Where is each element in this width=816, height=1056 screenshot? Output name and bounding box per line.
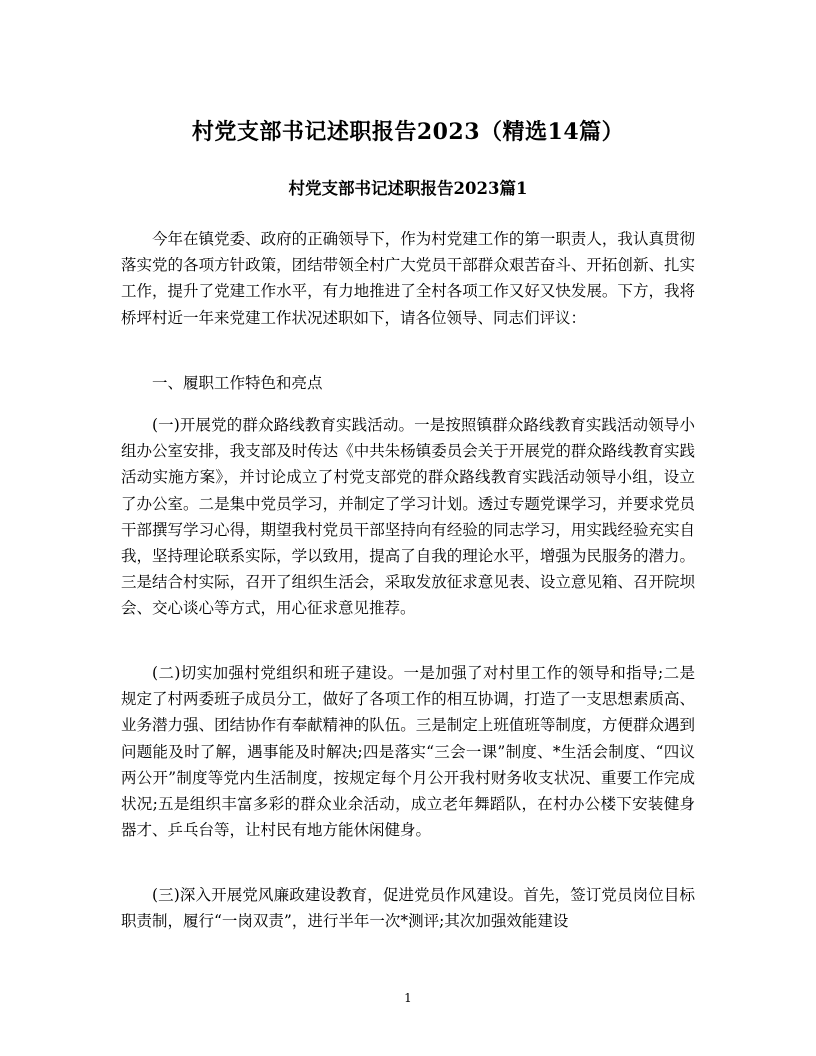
- section-title: 村党支部书记述职报告2023篇1: [288, 179, 528, 198]
- paragraph-intro: 今年在镇党委、政府的正确领导下，作为村党建工作的第一职责人，我认真贯彻落实党的各项方针政策，团结带领全村广大党员干部群众艰苦奋斗、开拓创新、扎实工作，提升了党建工作水平，有力地推进了全村各项工作又好又快发展。下方，我将桥坪村近一年来党建工作状况述职如下，请各位领导、同志们评议：: [121, 230, 695, 327]
- document-title: 村党支部书记述职报告2023（精选14篇）: [191, 119, 625, 145]
- paragraph-heading-1: 一、履职工作特色和亮点: [152, 374, 323, 392]
- paragraph-item-1: (一)开展党的群众路线教育实践活动。一是按照镇群众路线教育实践活动领导小组办公室安排，我支部及时传达《中共朱杨镇委员会关于开展党的群众路线教育实践活动实施方案》，并讨论成立了村党支部党的群众路线教育实践活动领导小组，设立了办公室。二是集中党员学习，并制定了学习计划。透过专题党课学习，并要求党员干部撰写学习心得，期望我村党员干部坚持向有经验的同志学习，用实践经验充实自我，坚持理论联系实际，学以致用，提高了自我的理论水平，增强为民服务的潜力。三是结合村实际，召开了组织生活会，采取发放征求意见表、设立意见箱、召开院坝会、交心谈心等方式，用心征求意见推荐。: [121, 416, 695, 618]
- page-number: 1: [404, 991, 412, 1005]
- paragraph-item-2: (二)切实加强村党组织和班子建设。一是加强了对村里工作的领导和指导;二是规定了村两委班子成员分工，做好了各项工作的相互协调，打造了一支思想素质高、业务潜力强、团结协作有奉献精神的队伍。三是制定上班值班等制度，方便群众遇到问题能及时了解，遇事能及时解决;四是落实“三会一课”制度、*生活会制度、“四议两公开”制度等党内生活制度，按规定每个月公开我村财务收支状况、重要工作完成状况;五是组织丰富多彩的群众业余活动，成立老年舞蹈队，在村办公楼下安装健身器才、乒乓台等，让村民有地方能休闲健身。: [121, 664, 695, 840]
- paragraph-item-3: (三)深入开展党风廉政建设教育，促进党员作风建设。首先，签订党员岗位目标职责制，履行“一岗双责”，进行半年一次*测评;其次加强效能建设: [121, 886, 695, 931]
